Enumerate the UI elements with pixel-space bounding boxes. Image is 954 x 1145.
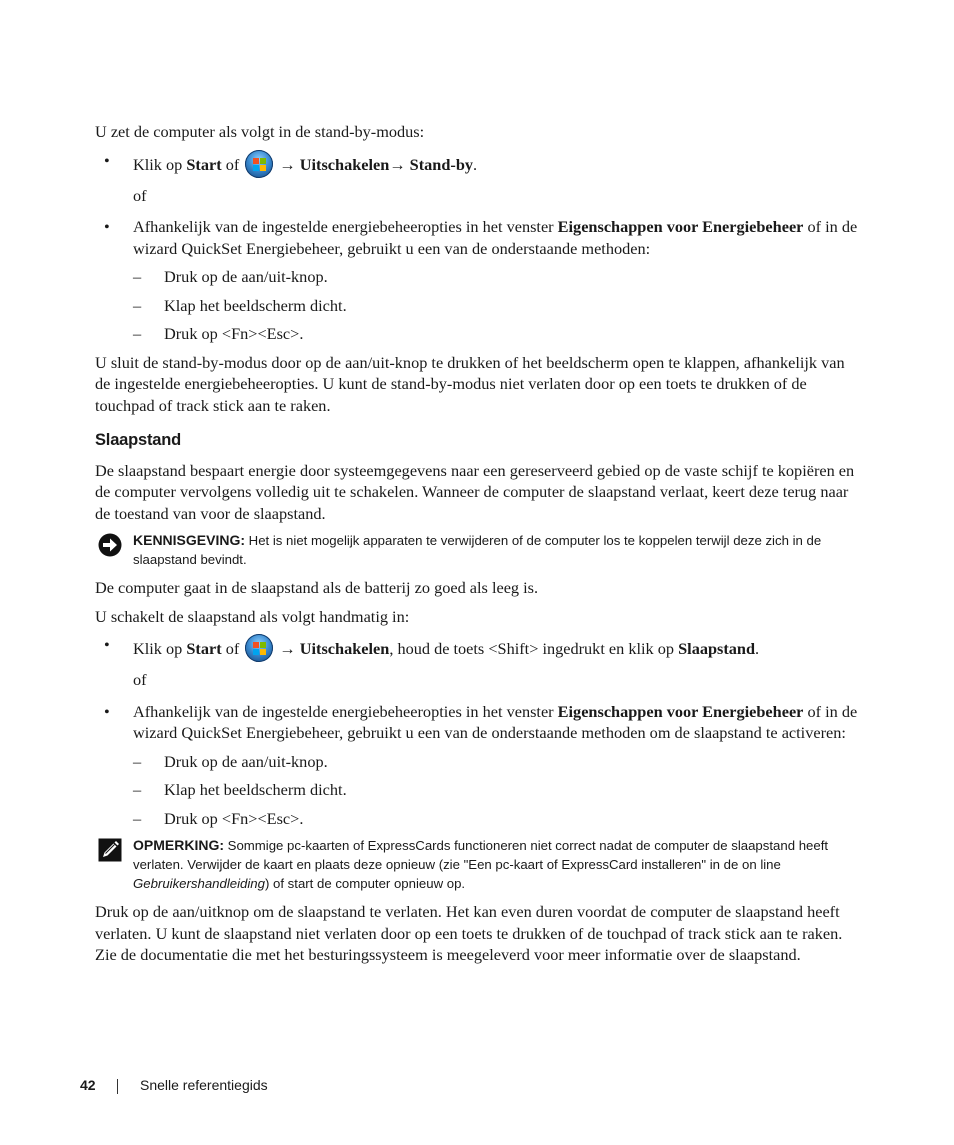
footer-divider xyxy=(117,1079,118,1094)
notice-label: KENNISGEVING: xyxy=(133,532,246,548)
bullet-marker: • xyxy=(104,150,110,170)
start-label: Start xyxy=(186,639,222,658)
method-item: – Druk op <Fn><Esc>. xyxy=(133,324,304,343)
section-heading: Slaapstand xyxy=(95,431,182,449)
windows-start-icon xyxy=(245,150,273,178)
footer-title: Snelle referentiegids xyxy=(140,1077,268,1093)
battery-text: De computer gaat in de slaapstand als de batterij zo goed als leeg is. xyxy=(95,578,539,597)
sleep-exit-text: Druk op de aan/uitknop om de slaapstand te verlaten. Het kan even duren voordat de computer de slaapstand heeft verlaten. U kunt de slaapstand niet verlaten door op een toets te drukken of de touchpad of track stick aan te raken. Zie de documentatie die met het besturingssysteem is meegeleverd voor meer informatie over de slaapstand. xyxy=(95,902,843,964)
pencil-note-icon xyxy=(98,838,122,862)
page-number: 42 xyxy=(80,1077,96,1093)
standby-intro: U zet de computer als volgt in de stand-by-modus: xyxy=(95,122,425,141)
list-item: • Klik op Start of → Uitschakelen→ Stand-by. xyxy=(95,150,860,178)
manual-intro: U schakelt de slaapstand als volgt handmatig in: xyxy=(95,606,410,626)
method-item: – Druk op de aan/uit-knop. xyxy=(133,267,328,286)
method-item: – Klap het beeldscherm dicht. xyxy=(133,295,347,315)
list-item: • Klik op Start of → Uitschakelen, houd de toets <Shift> ingedrukt en klik op Slaapstand. xyxy=(95,634,860,662)
list-item: • Afhankelijk van de ingestelde energiebeheeropties in het venster Eigenschappen voor Energiebeheer of in de wizard QuickSet Energiebeheer, gebruikt u een van de onderstaande methoden om de slaapstand te activeren: xyxy=(104,701,858,742)
manual-title: Gebruikershandleiding xyxy=(133,876,265,891)
or-label: of xyxy=(133,185,147,205)
method-item: – Druk op de aan/uit-knop. xyxy=(133,751,328,771)
bullet-marker: • xyxy=(104,217,110,236)
note-label: OPMERKING: xyxy=(133,837,224,853)
bullet-marker: • xyxy=(104,635,110,654)
bullet-marker: • xyxy=(104,701,110,721)
windows-start-icon xyxy=(245,634,273,662)
notice-box xyxy=(95,531,860,569)
notice-arrow-icon xyxy=(98,533,122,557)
start-label: Start xyxy=(186,154,222,174)
list-item: • Afhankelijk van de ingestelde energiebeheeropties in het venster Eigenschappen voor Energiebeheer of in de wizard QuickSet Energiebeheer, gebruikt u een van de onderstaande methoden: xyxy=(104,217,858,258)
page-content xyxy=(95,121,860,973)
method-item: – Druk op <Fn><Esc>. xyxy=(133,808,304,828)
note-box: OPMERKING: Sommige pc-kaarten of ExpressCards functioneren niet correct nadat de computer de slaapstand heeft verlaten. Verwijder de kaart en plaats deze opnieuw (zie "Een pc-kaart of ExpressCard installeren" in de on line Gebruikershandleiding) of start de computer opnieuw op. xyxy=(95,836,860,893)
notice-text: Het is niet mogelijk apparaten te verwijderen of de computer los te koppelen terwijl deze zich in de slaapstand bevindt. xyxy=(133,533,822,567)
standby-exit-text: U sluit de stand-by-modus door op de aan/uit-knop te drukken of het beeldscherm open te klappen, afhankelijk van de ingestelde energiebeheeropties. U kunt de stand-by-modus niet verlaten door op een toets te drukken of de touchpad of track stick aan te raken. xyxy=(95,352,845,415)
sleep-intro-text: De slaapstand bespaart energie door systeemgegevens naar een gereserveerd gebied op de vaste schijf te kopiëren en de computer vervolgens volledig uit te schakelen. Wanneer de computer de slaapstand verlaat, keert deze terug naar de toestand van voor de slaapstand. xyxy=(95,460,855,523)
method-item: – Klap het beeldscherm dicht. xyxy=(133,780,347,799)
or-label: of xyxy=(133,670,147,689)
